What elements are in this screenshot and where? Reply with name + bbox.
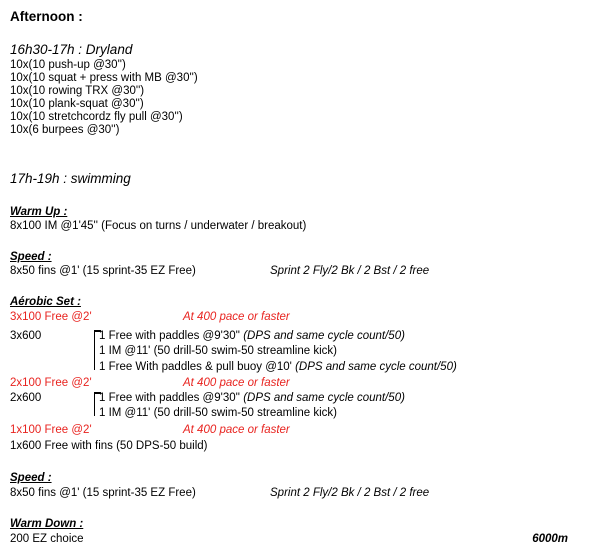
swimming-heading: 17h-19h : swimming — [10, 171, 131, 186]
red-set: 3x100 Free @2' — [10, 311, 92, 323]
speed-heading: Speed : — [10, 251, 52, 263]
red-set: 2x100 Free @2' — [10, 377, 92, 389]
red-note: At 400 pace or faster — [183, 377, 290, 389]
block-label: 3x600 — [10, 330, 42, 342]
warm-down-line: 200 EZ choice — [10, 533, 84, 545]
speed-set: 8x50 fins @1' (15 sprint-35 EZ Free) — [10, 487, 196, 499]
aerobic-heading: Aérobic Set : — [10, 296, 81, 308]
block-line: 1 Free with paddles @9'30'' (DPS and same cycle count/50) — [99, 392, 405, 404]
total-distance: 6000m — [532, 533, 568, 545]
speed-heading: Speed : — [10, 472, 52, 484]
dryland-line: 10x(10 squat + press with MB @30'') — [10, 72, 198, 84]
block-line: 1 IM @11' (50 drill-50 swim-50 streamline kick) — [99, 345, 337, 357]
page-title: Afternoon : — [10, 9, 83, 24]
speed-note: Sprint 2 Fly/2 Bk / 2 Bst / 2 free — [270, 265, 430, 277]
speed-set: 8x50 fins @1' (15 sprint-35 EZ Free) — [10, 265, 196, 277]
dryland-line: 10x(10 push-up @30'') — [10, 59, 126, 71]
red-note: At 400 pace or faster — [183, 311, 290, 323]
warm-up-line: 8x100 IM @1'45'' (Focus on turns / underwater / breakout) — [10, 220, 307, 232]
warm-down-heading: Warm Down : — [10, 518, 84, 530]
block-line: 1 Free With paddles & pull buoy @10' (DPS and same cycle count/50) — [99, 361, 457, 373]
block-label: 2x600 — [10, 392, 42, 404]
speed-note: Sprint 2 Fly/2 Bk / 2 Bst / 2 free — [270, 487, 430, 499]
dryland-line: 10x(10 plank-squat @30'') — [10, 98, 144, 110]
dryland-line: 10x(6 burpees @30'') — [10, 124, 120, 136]
red-note: At 400 pace or faster — [183, 424, 290, 436]
warm-up-heading: Warm Up : — [10, 206, 68, 218]
dryland-line: 10x(10 stretchcordz fly pull @30'') — [10, 111, 183, 123]
block-line: 1 Free with paddles @9'30'' (DPS and same cycle count/50) — [99, 330, 405, 342]
red-set: 1x100 Free @2' — [10, 424, 92, 436]
dryland-line: 10x(10 rowing TRX @30'') — [10, 85, 145, 97]
aerobic-final-line: 1x600 Free with fins (50 DPS-50 build) — [10, 440, 208, 452]
block-line: 1 IM @11' (50 drill-50 swim-50 streamline kick) — [99, 407, 337, 419]
dryland-heading: 16h30-17h : Dryland — [10, 42, 133, 57]
